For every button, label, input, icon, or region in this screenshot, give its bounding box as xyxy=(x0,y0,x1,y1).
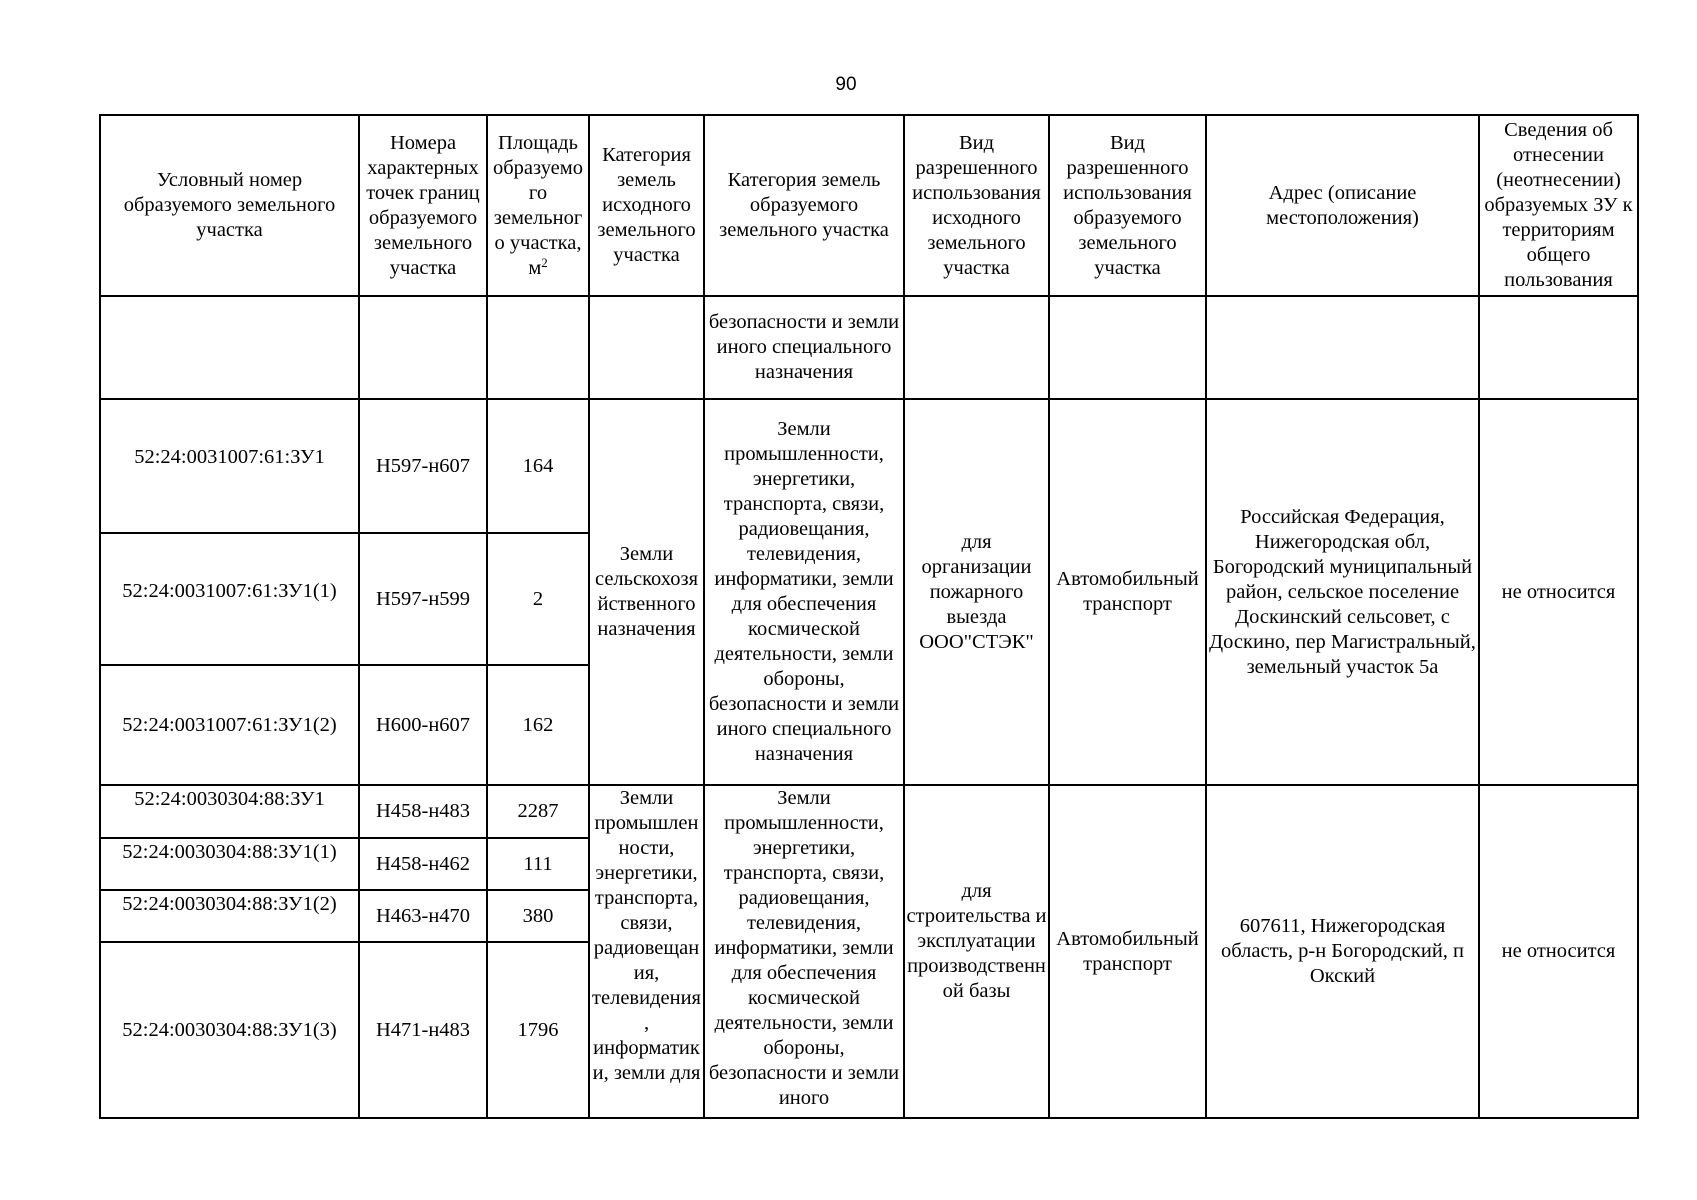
boundary-points-cell: Н597-н607 xyxy=(358,398,488,534)
header-source-land-category: Категория земель исходного земельного участка xyxy=(588,114,705,297)
boundary-points-cell: Н597-н599 xyxy=(358,532,488,666)
header-public-use: Сведения об отнесении (неотнесении) образуемых ЗУ к территориям общего пользования xyxy=(1478,114,1639,297)
parcel-number-cell: 52:24:0030304:88:ЗУ1(3) xyxy=(99,941,360,1119)
area-cell: 2 xyxy=(486,532,590,666)
empty-cell xyxy=(903,295,1050,400)
public-use-cell: не относится xyxy=(1478,398,1639,786)
header-new-permitted-use: Вид разрешенного использования образуемого земельного участка xyxy=(1048,114,1207,297)
parcel-number-cell: 52:24:0030304:88:ЗУ1 xyxy=(99,784,360,839)
empty-cell xyxy=(358,295,488,400)
address-cell: 607611, Нижегородская область, р-н Богородский, п Окский xyxy=(1205,784,1480,1119)
source-land-category-cell: Земли промышленности, энергетики, транспорта, связи, радиовещания, телевидения, информатики, земли для xyxy=(588,784,705,1119)
boundary-points-cell: Н458-н462 xyxy=(358,837,488,891)
page-number: 90 xyxy=(835,74,857,95)
new-land-category-cell: Земли промышленности, энергетики, транспорта, связи, радиовещания, телевидения, информатики, земли для обеспечения космической деятельности, земли обороны, безопасности и земли иного специального назначения xyxy=(703,398,905,786)
new-permitted-use-cell: Автомобильный транспорт xyxy=(1048,784,1207,1119)
header-source-permitted-use: Вид разрешенного использования исходного земельного участка xyxy=(903,114,1050,297)
area-cell: 162 xyxy=(486,664,590,786)
address-cell: Российская Федерация, Нижегородская обл, Богородский муниципальный район, сельское поселение Доскинский сельсовет, с Доскино, пер Магистральный, земельный участок 5а xyxy=(1205,398,1480,786)
source-permitted-use-cell: для строительства и эксплуатации производственной базы xyxy=(903,784,1050,1119)
header-new-land-category: Категория земель образуемого земельного участка xyxy=(703,114,905,297)
parcel-number-cell: 52:24:0031007:61:ЗУ1(1) xyxy=(99,532,360,666)
boundary-points-cell: Н600-н607 xyxy=(358,664,488,786)
area-cell: 111 xyxy=(486,837,590,891)
parcel-number-cell: 52:24:0030304:88:ЗУ1(1) xyxy=(99,837,360,891)
header-area xyxy=(486,114,590,297)
area-unit-superscript: 2 xyxy=(541,256,548,271)
empty-cell xyxy=(99,295,360,400)
boundary-points-cell: Н463-н470 xyxy=(358,889,488,943)
boundary-points-cell: Н458-н483 xyxy=(358,784,488,839)
area-cell: 1796 xyxy=(486,941,590,1119)
parcel-number-cell: 52:24:0031007:61:ЗУ1 xyxy=(99,398,360,534)
header-parcel-number: Условный номер образуемого земельного участка xyxy=(99,114,360,297)
parcel-number-cell: 52:24:0030304:88:ЗУ1(2) xyxy=(99,889,360,943)
header-address: Адрес (описание местоположения) xyxy=(1205,114,1480,297)
empty-cell xyxy=(588,295,705,400)
source-permitted-use-cell: для организации пожарного выезда ООО"СТЭК" xyxy=(903,398,1050,786)
area-cell: 380 xyxy=(486,889,590,943)
boundary-points-cell: Н471-н483 xyxy=(358,941,488,1119)
public-use-cell: не относится xyxy=(1478,784,1639,1119)
header-area-text: Площадь образуемого земельного участка, $м^2$ xyxy=(493,131,583,279)
parcel-number-cell: 52:24:0031007:61:ЗУ1(2) xyxy=(99,664,360,786)
area-cell: 164 xyxy=(486,398,590,534)
empty-cell xyxy=(1478,295,1639,400)
empty-cell xyxy=(1048,295,1207,400)
source-land-category-cell: Земли сельскохозяйственного назначения xyxy=(588,398,705,786)
empty-cell xyxy=(1205,295,1480,400)
area-cell: 2287 xyxy=(486,784,590,839)
new-permitted-use-cell: Автомобильный транспорт xyxy=(1048,398,1207,786)
header-boundary-points: Номера характерных точек границ образуемого земельного участка xyxy=(358,114,488,297)
continued-new-land-category: безопасности и земли иного специального назначения xyxy=(703,295,905,400)
empty-cell xyxy=(486,295,590,400)
new-land-category-cell: Земли промышленности, энергетики, транспорта, связи, радиовещания, телевидения, информатики, земли для обеспечения космической деятельности, земли обороны, безопасности и земли иного xyxy=(703,784,905,1119)
